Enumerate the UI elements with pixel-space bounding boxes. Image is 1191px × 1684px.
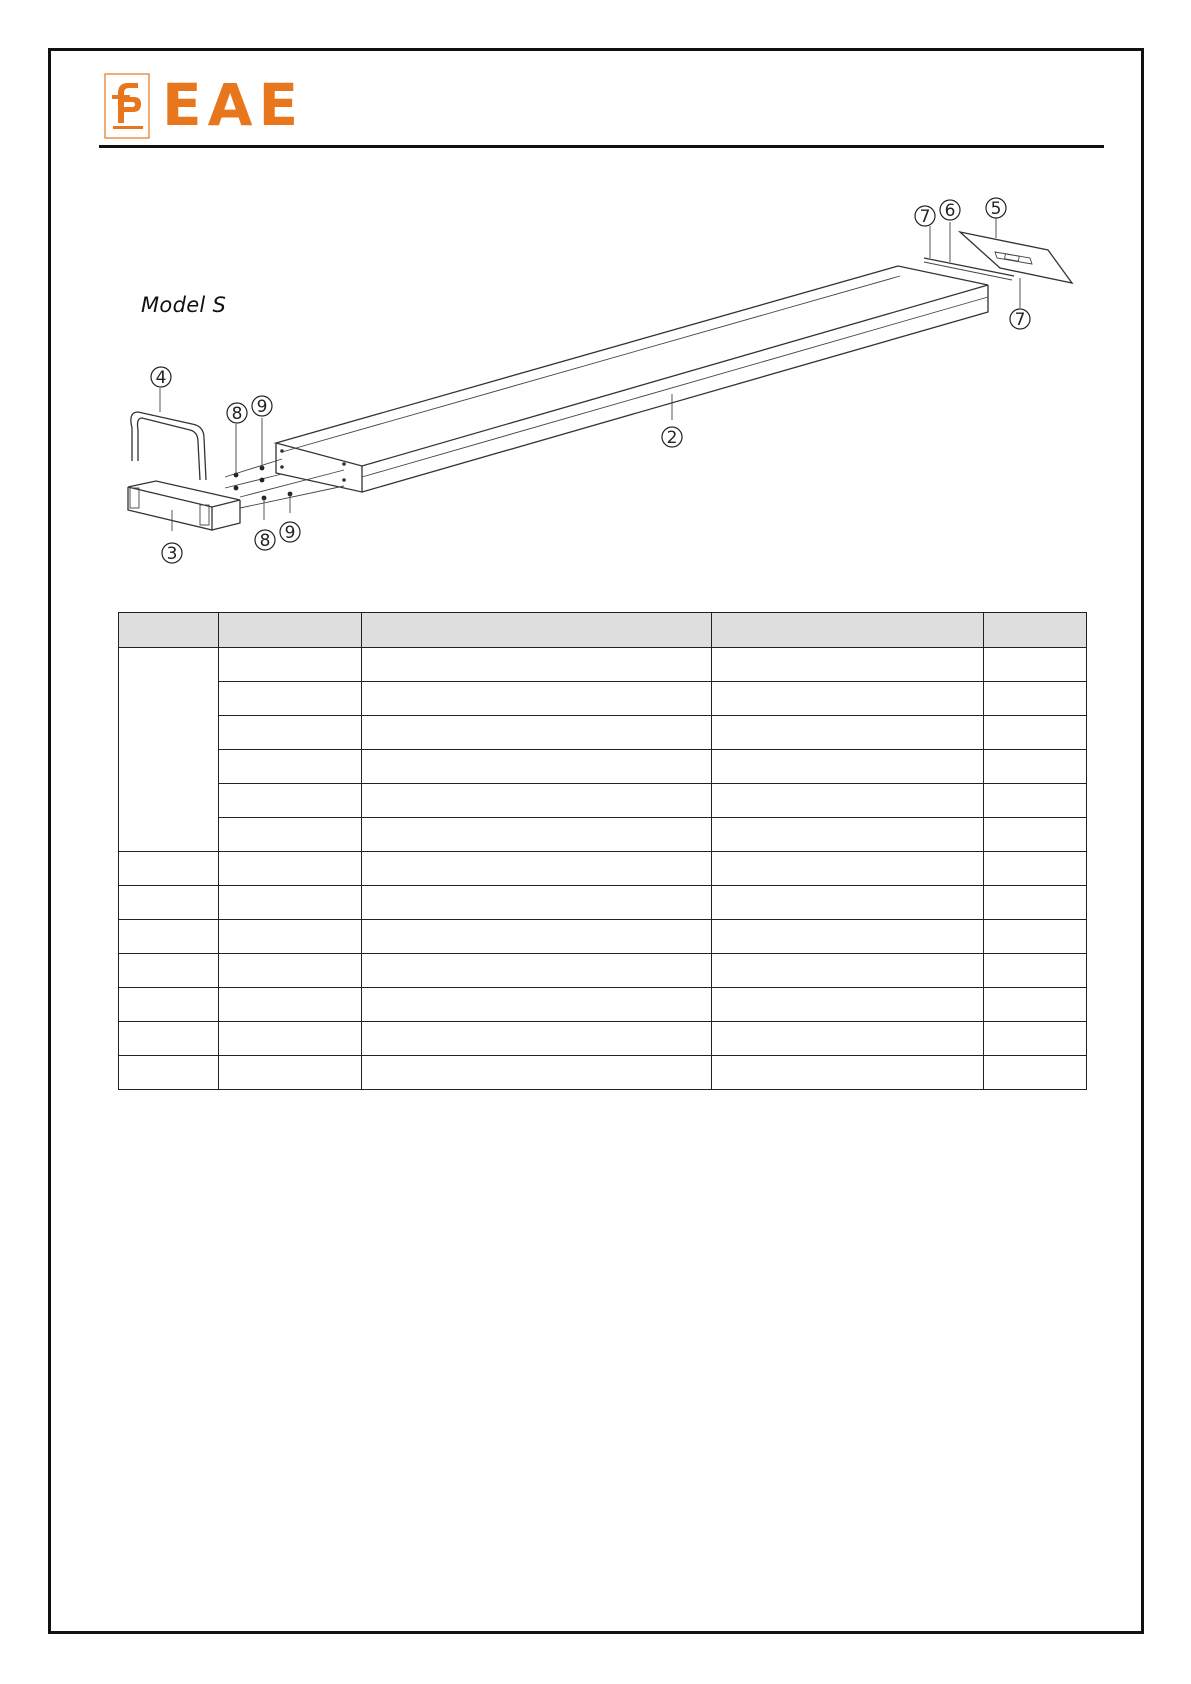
table-cell	[712, 1022, 984, 1056]
table-cell	[984, 784, 1087, 818]
brand-name: EAE	[162, 73, 305, 139]
table-cell	[362, 852, 712, 886]
table-row	[119, 716, 1087, 750]
table-cell	[362, 886, 712, 920]
callout-7-bottom	[1010, 309, 1030, 330]
svg-text:8: 8	[231, 404, 243, 424]
table-cell	[984, 852, 1087, 886]
table-cell	[219, 886, 362, 920]
table-cell	[984, 1022, 1087, 1056]
table-cell	[219, 1022, 362, 1056]
svg-text:7: 7	[919, 207, 931, 227]
svg-text:7: 7	[1014, 310, 1026, 330]
table-cell	[362, 648, 712, 682]
table-row	[119, 988, 1087, 1022]
header-cell	[119, 613, 219, 648]
table-cell	[119, 920, 219, 954]
table-cell	[219, 648, 362, 682]
end-plate-part	[924, 232, 1072, 283]
foot-box-part	[128, 481, 240, 530]
callout-8-top	[227, 403, 247, 424]
svg-text:2: 2	[666, 428, 678, 448]
callout-6	[940, 200, 960, 221]
table-row	[119, 852, 1087, 886]
table-cell	[984, 954, 1087, 988]
table-row	[119, 886, 1087, 920]
header-cell	[219, 613, 362, 648]
table-cell	[712, 988, 984, 1022]
table-cell	[712, 920, 984, 954]
table-cell	[712, 886, 984, 920]
table-cell	[712, 750, 984, 784]
table-cell	[119, 852, 219, 886]
table-cell	[712, 648, 984, 682]
svg-text:9: 9	[256, 397, 268, 417]
table-cell	[219, 682, 362, 716]
table-cell	[219, 1056, 362, 1090]
table-row	[119, 818, 1087, 852]
table-cell	[712, 716, 984, 750]
callout-2	[662, 427, 682, 448]
callout-7-top	[915, 206, 935, 227]
table-row	[119, 682, 1087, 716]
table-row	[119, 750, 1087, 784]
table-cell	[712, 954, 984, 988]
svg-text:5: 5	[990, 199, 1002, 219]
table-cell-merged	[119, 648, 219, 852]
table-cell	[984, 648, 1087, 682]
handle-part	[131, 412, 206, 480]
table-cell	[362, 818, 712, 852]
table-cell	[362, 784, 712, 818]
table-cell	[984, 716, 1087, 750]
header-cell	[712, 613, 984, 648]
table-cell	[219, 988, 362, 1022]
model-label: Model S	[141, 293, 227, 317]
callout-5	[986, 198, 1006, 219]
table-row	[119, 1022, 1087, 1056]
table-cell	[219, 818, 362, 852]
table-cell	[984, 988, 1087, 1022]
callout-8-bottom	[255, 530, 275, 551]
svg-text:4: 4	[155, 368, 167, 388]
table-cell	[984, 886, 1087, 920]
table-cell	[362, 1056, 712, 1090]
table-row	[119, 1056, 1087, 1090]
table-cell	[362, 750, 712, 784]
callout-9-bottom	[280, 522, 300, 543]
table-cell	[712, 682, 984, 716]
table-cell	[984, 750, 1087, 784]
table-cell	[219, 716, 362, 750]
table-cell	[119, 886, 219, 920]
beam-part	[276, 266, 988, 492]
table-cell	[362, 682, 712, 716]
svg-text:6: 6	[944, 201, 956, 221]
table-cell	[712, 818, 984, 852]
table-cell	[219, 852, 362, 886]
table-cell	[219, 954, 362, 988]
svg-text:3: 3	[166, 544, 178, 564]
parts-table	[118, 612, 1087, 1090]
table-cell	[984, 1056, 1087, 1090]
table-row	[119, 648, 1087, 682]
svg-text:9: 9	[284, 523, 296, 543]
header-cell	[362, 613, 712, 648]
table-cell	[119, 954, 219, 988]
table-header-row	[119, 613, 1087, 648]
callout-3	[162, 543, 182, 564]
table-row	[119, 954, 1087, 988]
table-cell	[712, 852, 984, 886]
table-cell	[362, 988, 712, 1022]
table-cell	[362, 716, 712, 750]
callout-4	[151, 367, 171, 388]
table-cell	[712, 1056, 984, 1090]
callout-9-top	[252, 396, 272, 417]
table-cell	[984, 818, 1087, 852]
header-cell	[984, 613, 1087, 648]
table-cell	[219, 784, 362, 818]
table-cell	[362, 1022, 712, 1056]
table-cell	[984, 682, 1087, 716]
table-row	[119, 784, 1087, 818]
table-cell	[362, 920, 712, 954]
table-cell	[119, 1056, 219, 1090]
table-cell	[219, 920, 362, 954]
table-cell	[362, 954, 712, 988]
svg-text:8: 8	[259, 531, 271, 551]
table-cell	[984, 920, 1087, 954]
table-cell	[712, 784, 984, 818]
table-cell	[119, 1022, 219, 1056]
table-cell	[119, 988, 219, 1022]
table-row	[119, 920, 1087, 954]
table-cell	[219, 750, 362, 784]
